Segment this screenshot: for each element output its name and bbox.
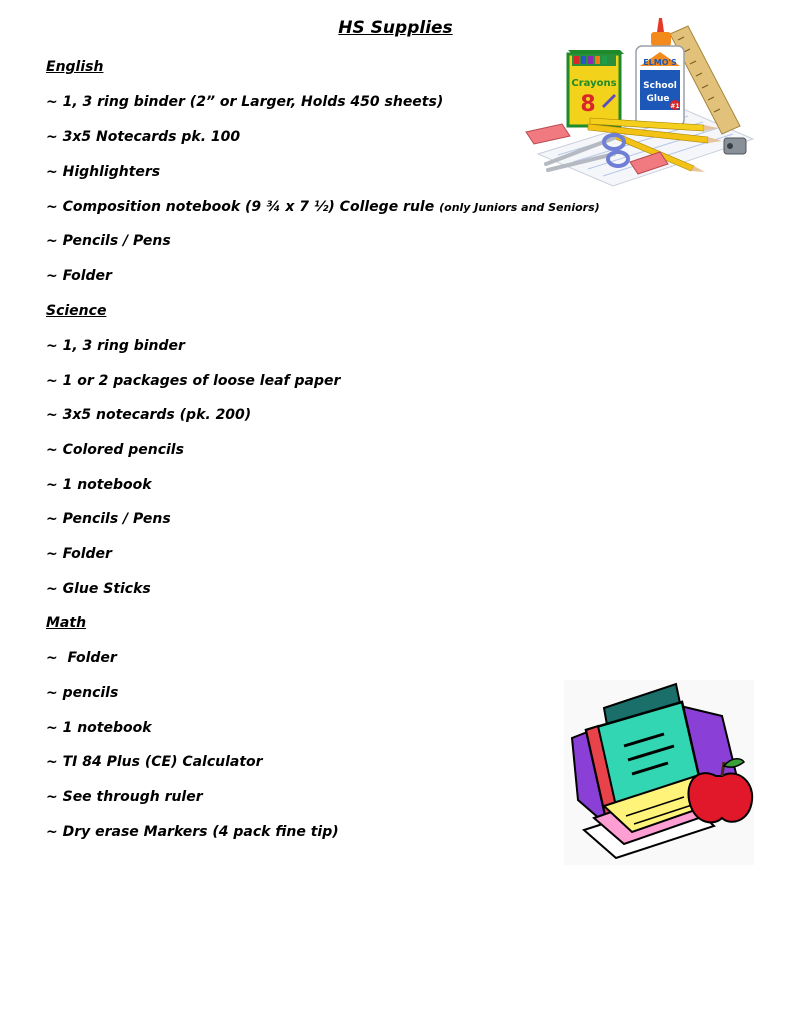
- math-item-ruler: ~ See through ruler: [46, 789, 203, 805]
- english-item-composition: [46, 197, 600, 218]
- glue-label-top: School: [643, 81, 677, 91]
- english-item-binder: ~ 1, 3 ring binder (2” or Larger, Holds 450 sheets): [46, 94, 444, 110]
- english-item-highlighters: ~ Highlighters: [46, 164, 161, 180]
- glue-label-bottom: Glue: [646, 94, 670, 104]
- math-item-folder: ~ Folder: [46, 650, 117, 666]
- school-supplies-clipart: [518, 14, 763, 189]
- science-item-loose-leaf: ~ 1 or 2 packages of loose leaf paper: [46, 373, 341, 389]
- math-item-pencils: ~ pencils: [46, 685, 119, 701]
- glue-brand: ELMO'S: [643, 58, 677, 67]
- crayons-count: 8: [580, 92, 596, 117]
- crayons-brand: Crayons: [571, 78, 617, 89]
- glue-badge: #1: [670, 103, 680, 110]
- composition-text: ~ Composition notebook (9 ¾ x 7 ½) College rule: [46, 199, 435, 215]
- english-item-pencils: ~ Pencils / Pens: [46, 233, 171, 249]
- science-item-glue-sticks: ~ Glue Sticks: [46, 581, 151, 597]
- sharpener-icon: [724, 138, 746, 154]
- math-item-calculator: ~ TI 84 Plus (CE) Calculator: [46, 754, 263, 770]
- science-heading: Science: [46, 303, 107, 319]
- science-item-binder: ~ 1, 3 ring binder: [46, 338, 185, 354]
- math-item-notebook: ~ 1 notebook: [46, 720, 152, 736]
- crayons-box-icon: [568, 50, 624, 126]
- english-item-folder: ~ Folder: [46, 268, 112, 284]
- math-item-markers: ~ Dry erase Markers (4 pack fine tip): [46, 824, 339, 840]
- science-item-colored-pencils: ~ Colored pencils: [46, 442, 184, 458]
- page-title: HS Supplies: [338, 18, 453, 38]
- science-item-pencils: ~ Pencils / Pens: [46, 511, 171, 527]
- english-heading: English: [46, 59, 104, 75]
- science-item-notecards: ~ 3x5 notecards (pk. 200): [46, 407, 252, 423]
- books-apple-clipart: [564, 680, 754, 865]
- science-item-folder: ~ Folder: [46, 546, 112, 562]
- math-heading: Math: [46, 615, 87, 631]
- english-item-notecards: ~ 3x5 Notecards pk. 100: [46, 129, 241, 145]
- science-item-notebook: ~ 1 notebook: [46, 477, 152, 493]
- composition-note: (only Juniors and Seniors): [439, 201, 600, 214]
